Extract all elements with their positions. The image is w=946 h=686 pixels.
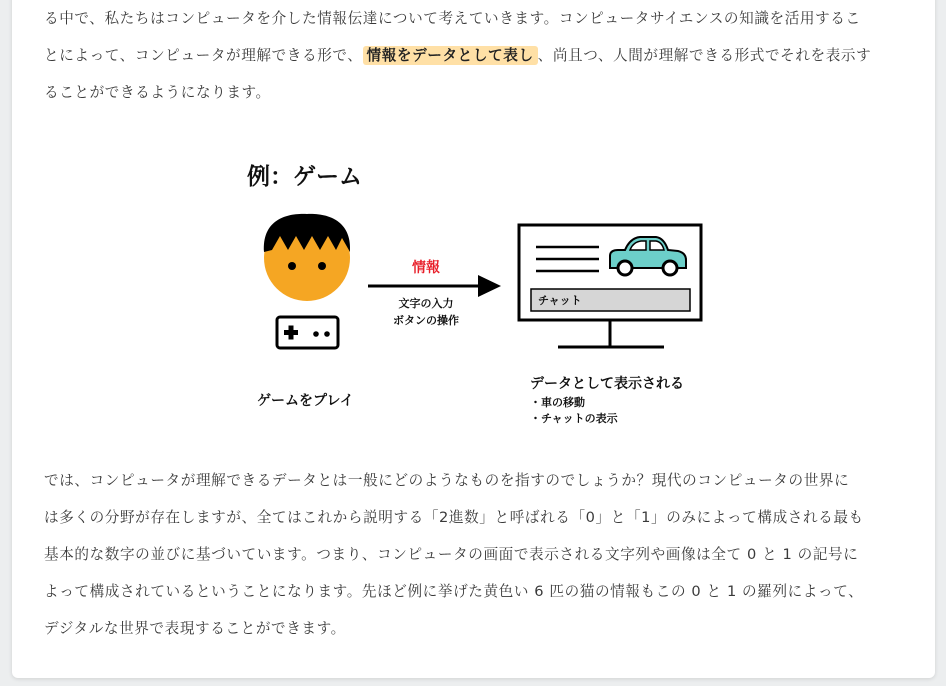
arrow-label: 情報 [412,260,440,276]
chat-label: チャット [538,294,582,307]
intro-line-1: る中で、私たちはコンピュータを介した情報伝達について考えていきます。コンピュータサイエンスの知識を活用するこ [44,10,861,27]
player-face-icon [264,214,350,301]
arrow-sub-1: 文字の入力 [398,297,454,310]
right-bullet-1: ・車の移動 [530,396,585,409]
figure-title: 例：ゲーム [247,164,362,190]
monitor-icon [519,225,701,347]
intro-line-2-start: とによって、コンピュータが理解できる形で、 [44,47,363,64]
body-line-4: よって構成されているということになります。先ほど例に挙げた黄色い 6 匹の猫の情報もこの 0 と 1 の羅列によって、 [44,583,864,600]
highlighted-phrase: 情報をデータとして表し [363,46,538,65]
right-arrow-icon [368,275,501,297]
right-caption: データとして表示される [530,376,684,392]
intro-line-2-end: 、尚且つ、人間が理解できる形式でそれを表示す [537,47,872,64]
body-line-3: 基本的な数字の並びに基づいています。つまり、コンピュータの画面で表示される文字列や画像は全て 0 と 1 の記号に [44,546,859,563]
arrow-sub-2: ボタンの操作 [393,314,459,327]
intro-line-3: ることができるようになります。 [44,84,271,101]
body-line-5: デジタルな世界で表現することができます。 [44,620,346,637]
left-caption: ゲームをプレイ [257,393,354,409]
right-bullet-2: ・チャットの表示 [530,412,618,425]
body-line-2: は多くの分野が存在しますが、全てはこれから説明する「2進数」と呼ばれる「0」と「1」のみによって構成される最も [44,509,864,526]
body-line-1: では、コンピュータが理解できるデータとは一般にどのようなものを指すのでしょうか？現代のコンピュータの世界に [44,472,850,489]
game-controller-icon [277,317,338,348]
body-paragraph [44,462,909,647]
